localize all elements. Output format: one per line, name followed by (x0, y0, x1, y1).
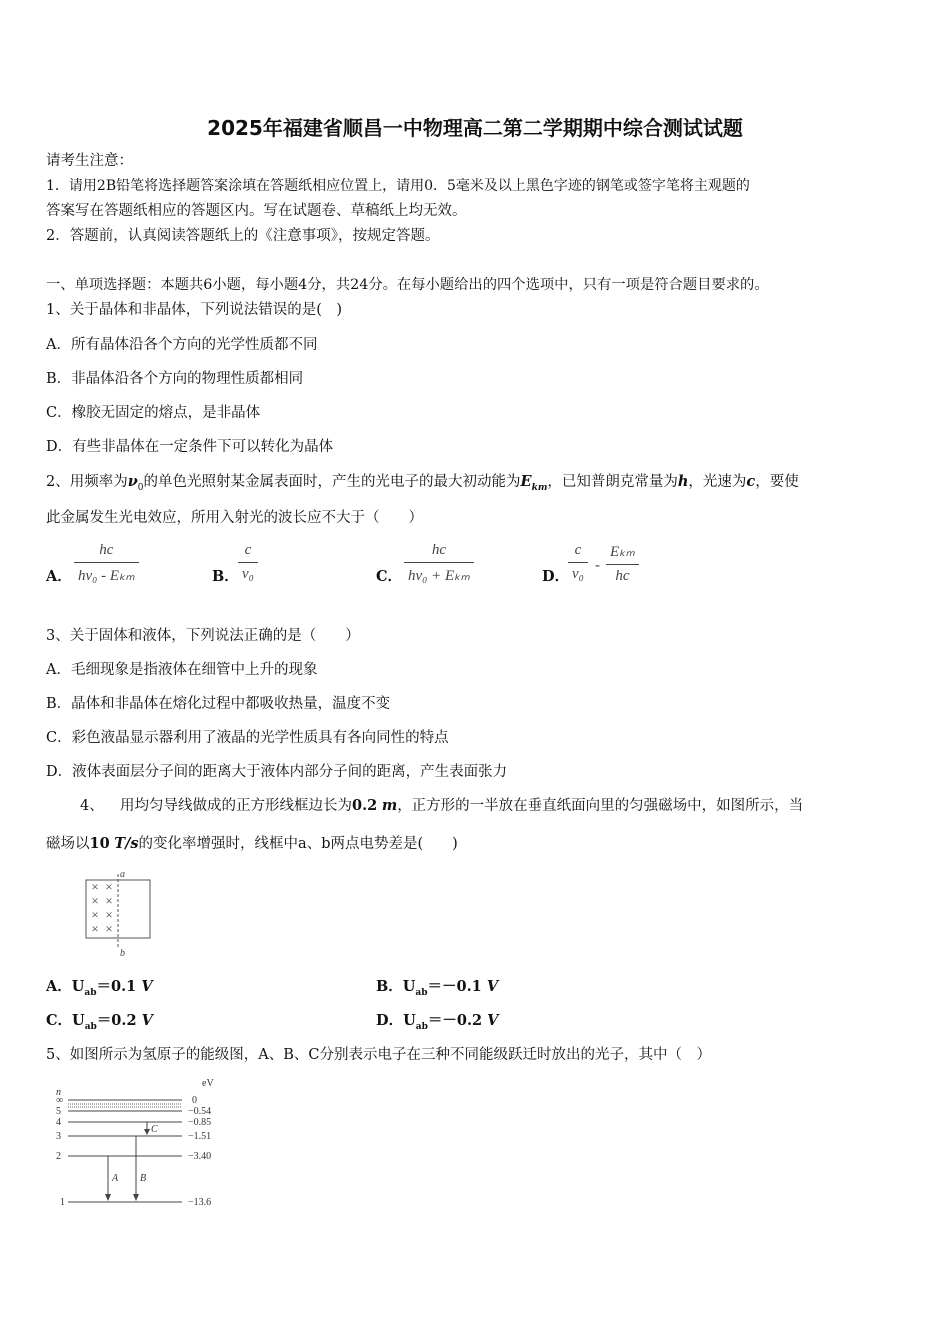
level-n-5: 5 (56, 1106, 61, 1117)
question-5-stem: 5、如图所示为氢原子的能级图，A、B、C分别表示电子在三种不同能级跃迁时放出的光子，其中（ ） (46, 1047, 711, 1063)
notice-line-1a: 1．请用2B铅笔将选择题答案涂填在答题纸相应位置上，请用0．5毫米及以上黑色字迹的钢笔或签字笔将主观题的 (46, 178, 750, 194)
diagram-unit: eV (202, 1078, 214, 1089)
question-1-stem: 1、关于晶体和非晶体，下列说法错误的是( ) (46, 302, 343, 318)
level-e-1: −13.6 (188, 1197, 212, 1208)
figure-label-a: a (120, 869, 125, 880)
field-cross-mark: × (91, 893, 99, 908)
figure-label-b: b (120, 948, 125, 959)
question-2-option-c-formula: hc hv₀ + Eₖₘ (404, 542, 474, 585)
question-4-option-b[interactable]: B．$U_{ab}=-0.1$ V (376, 978, 499, 998)
field-cross-mark: × (105, 921, 113, 936)
question-2-option-d-minus: - (595, 556, 601, 574)
question-2-option-c-label[interactable]: C． (376, 568, 403, 585)
page-title: 2025年福建省顺昌一中物理高二第二学期期中综合测试试题 (207, 116, 743, 140)
question-2-option-a-label[interactable]: A． (46, 568, 72, 585)
question-2-option-a-formula: hc hv₀ - Eₖₘ (74, 542, 139, 585)
question-2-option-d-label[interactable]: D． (542, 568, 570, 585)
question-4-option-d[interactable]: D．$U_{ab}=-0.2$ V (376, 1012, 499, 1032)
section-heading: 一、单项选择题：本题共6小题，每小题4分，共24分。在每小题给出的四个选项中，只有一项是符合题目要求的。 (46, 277, 769, 293)
question-3-option-d[interactable]: D．液体表面层分子间的距离大于液体内部分子间的距离，产生表面张力 (46, 764, 508, 780)
question-4-option-a[interactable]: A．$U_{ab}=0.1$ V (46, 978, 153, 998)
level-n-4: 4 (56, 1117, 61, 1128)
field-cross-mark: × (91, 907, 99, 922)
question-3-option-b[interactable]: B．晶体和非晶体在熔化过程中都吸收热量，温度不变 (46, 696, 391, 712)
question-1-option-a[interactable]: A．所有晶体沿各个方向的光学性质都不同 (46, 337, 318, 353)
energy-level-diagram (50, 1074, 230, 1214)
notice-heading: 请考生注意： (46, 153, 133, 169)
level-e-5: −0.54 (188, 1106, 212, 1117)
field-cross-mark: × (105, 879, 113, 894)
level-n-1: 1 (60, 1197, 65, 1208)
question-1-option-d[interactable]: D．有些非晶体在一定条件下可以转化为晶体 (46, 439, 334, 455)
arrow-label-c: C (151, 1124, 158, 1135)
question-2-option-b-label[interactable]: B． (212, 568, 239, 585)
question-2-stem: 2、用频率为$\nu_0$的单色光照射某金属表面时，产生的光电子的最大初动能为$E_{km}$，已知普朗克常量为h，光速为c，要使 (46, 473, 799, 493)
level-e-inf: 0 (192, 1095, 197, 1106)
question-4-figure (80, 866, 160, 960)
question-1-option-b[interactable]: B．非晶体沿各个方向的物理性质都相同 (46, 371, 304, 387)
notice-line-2: 2．答题前，认真阅读答题纸上的《注意事项》，按规定答题。 (46, 228, 440, 244)
level-n-2: 2 (56, 1151, 61, 1162)
question-2-stem-line-2: 此金属发生光电效应，所用入射光的波长应不大于（ ） (46, 510, 423, 526)
arrow-label-b: B (140, 1173, 147, 1184)
question-3-option-a[interactable]: A．毛细现象是指液体在细管中上升的现象 (46, 662, 318, 678)
field-cross-mark: × (91, 921, 99, 936)
question-2-option-b-formula: $\frac{c}{\text{v₀}}$ (238, 542, 258, 583)
level-e-2: −3.40 (188, 1151, 212, 1162)
notice-line-1b: 答案写在答题纸相应的答题区内。写在试题卷、草稿纸上均无效。 (46, 203, 467, 219)
question-4-option-c[interactable]: C．$U_{ab}=0.2$ V (46, 1012, 153, 1032)
diagram-n-label: n (56, 1087, 61, 1098)
question-4-number: 4、 (80, 798, 104, 814)
question-2-option-d-formula-1: $\frac{c}{\text{v₀}}$ (568, 542, 588, 583)
level-e-3: −1.51 (188, 1131, 212, 1142)
arrow-label-a: A (112, 1173, 119, 1184)
level-n-3: 3 (56, 1131, 61, 1142)
field-cross-mark: × (105, 907, 113, 922)
level-n-inf: ∞ (56, 1095, 64, 1106)
question-4-stem-line-2: 磁场以10 T/s的变化率增强时，线框中a、b两点电势差是( ) (46, 835, 458, 852)
field-cross-mark: × (105, 893, 113, 908)
question-3-option-c[interactable]: C．彩色液晶显示器利用了液晶的光学性质具有各向同性的特点 (46, 730, 449, 746)
question-1-option-c[interactable]: C．橡胶无固定的熔点，是非晶体 (46, 405, 261, 421)
question-3-stem: 3、关于固体和液体，下列说法正确的是（ ） (46, 628, 360, 644)
field-cross-mark: × (91, 879, 99, 894)
level-e-4: −0.85 (188, 1117, 212, 1128)
question-4-stem: 用均匀导线做成的正方形线框边长为0.2 m，正方形的一半放在垂直纸面向里的匀强磁场中，如图所示，当 (120, 797, 804, 814)
question-2-option-d-formula-2: Eₖₘ hc (606, 542, 639, 585)
